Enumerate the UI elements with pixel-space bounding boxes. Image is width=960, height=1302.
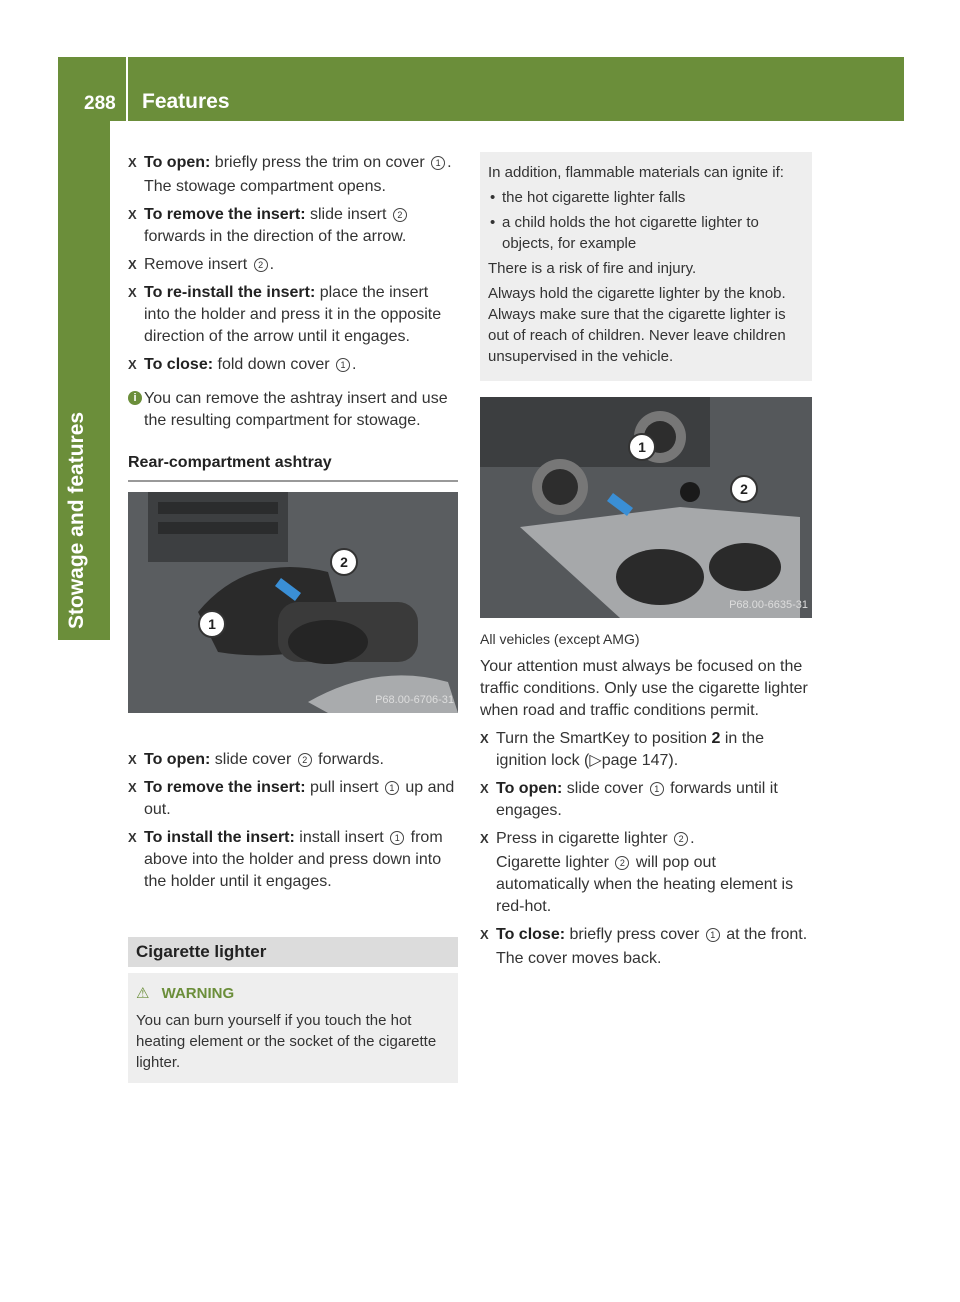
- step-text: slide cover: [562, 780, 648, 797]
- callout-ref: 2: [674, 832, 688, 846]
- step-text: install insert: [294, 829, 389, 846]
- page-number: 288: [84, 93, 116, 114]
- page-title: Features: [142, 90, 230, 113]
- step-text: at the front.: [721, 926, 808, 943]
- step-arrow-icon: X: [128, 285, 137, 300]
- step-item: [128, 282, 458, 348]
- step-text: will pop out automatically when the heating element is red-hot.: [496, 854, 794, 915]
- warning-text: You can burn yourself if you touch the hot heating element or the socket of the cigarette lighter.: [136, 1012, 437, 1071]
- step-item: [128, 152, 458, 198]
- ashtray-illustration: [128, 492, 458, 713]
- step-text: pull insert: [305, 779, 383, 796]
- warning-box: [128, 973, 458, 1083]
- step-list-bottom: [128, 749, 458, 893]
- page-header: [58, 57, 904, 121]
- photo-code: P68.00-6635-31: [729, 599, 808, 611]
- lighter-illustration: [480, 397, 812, 618]
- box-bullet: • the hot cigarette lighter falls: [488, 187, 804, 208]
- step-text: slide cover: [210, 751, 296, 768]
- step-item: [128, 354, 458, 376]
- header-divider: [126, 57, 128, 121]
- cigarette-lighter-title: Cigarette lighter: [128, 937, 458, 967]
- box-bullet: • a child holds the hot cigarette lighter to objects, for example: [488, 212, 804, 254]
- step-text: .: [690, 830, 695, 847]
- step-item: [128, 777, 458, 821]
- step-text: .: [352, 356, 357, 373]
- step-text: forwards in the direction of the arrow.: [144, 228, 407, 245]
- step-label: To close:: [496, 926, 566, 943]
- step-list-top: [128, 152, 458, 376]
- attention-paragraph: Your attention must always be focused on the traffic conditions. Only use the cigarette lighter when road and traffic conditions permit.: [480, 658, 808, 719]
- step-arrow-icon: X: [128, 780, 137, 795]
- callout-ref: 2: [254, 258, 268, 272]
- step-label: To re-install the insert:: [144, 284, 316, 301]
- step-label: To remove the insert:: [144, 779, 306, 796]
- callout-ref: 1: [336, 358, 350, 372]
- warning-triangle-icon: ⚠: [136, 985, 150, 1002]
- step-arrow-icon: X: [128, 357, 137, 372]
- info-note-text: You can remove the ashtray insert and use the resulting compartment for stowage.: [144, 390, 448, 429]
- step-label: To open:: [144, 154, 211, 171]
- callout-ref: 1: [650, 782, 664, 796]
- box-paragraph: Always hold the cigarette lighter by the knob. Always make sure that the cigarette lighter is out of reach of children. Never leave children unsupervised in the vehicle.: [488, 285, 786, 365]
- step-item: [128, 827, 458, 893]
- chapter-tab: [58, 121, 110, 640]
- step-arrow-icon: X: [128, 257, 137, 272]
- step-text: briefly press the trim on cover: [210, 154, 430, 171]
- box-paragraph: There is a risk of fire and injury.: [488, 260, 697, 277]
- step-smartkey: [480, 728, 812, 772]
- info-icon: i: [128, 391, 142, 405]
- callout-ref: 2: [393, 208, 407, 222]
- left-column: [128, 152, 458, 1083]
- callout-2: 2: [330, 548, 358, 576]
- step-result: The stowage compartment opens.: [144, 178, 386, 195]
- step-arrow-icon: X: [480, 927, 489, 942]
- step-label: To open:: [144, 751, 211, 768]
- step-list-right: [480, 778, 812, 970]
- warning-head: [136, 983, 450, 1004]
- step-text: Press in cigarette lighter: [496, 830, 673, 847]
- callout-ref: 1: [385, 781, 399, 795]
- step-arrow-icon: X: [480, 731, 489, 746]
- step-label: To open:: [496, 780, 563, 797]
- step-text: up and out.: [144, 779, 455, 818]
- step-arrow-icon: X: [128, 207, 137, 222]
- step-item: [480, 924, 812, 970]
- step-label: To remove the insert:: [144, 206, 306, 223]
- step-arrow-icon: X: [480, 781, 489, 796]
- right-column: [480, 152, 812, 976]
- step-text: place the insert into the holder and press it in the opposite direction of the arrow until it engages.: [144, 284, 442, 345]
- step-text: .: [269, 256, 275, 273]
- page-ref-icon: ▷: [589, 752, 602, 769]
- step-text: from above into the holder and press down into the holder until it engages.: [144, 829, 443, 890]
- step-item: [128, 254, 458, 276]
- step-label: To close:: [144, 356, 214, 373]
- step-text: forwards.: [313, 751, 384, 768]
- step-item: [480, 778, 812, 822]
- step-result: The cover moves back.: [496, 950, 662, 967]
- step-text: Turn the SmartKey to position: [496, 730, 712, 747]
- warning-label: WARNING: [161, 985, 235, 1002]
- warning-continued-box: [480, 152, 812, 381]
- step-result: [496, 852, 812, 918]
- step-item: [128, 204, 458, 248]
- box-intro: In addition, flammable materials can ignite if:: [488, 164, 784, 181]
- callout-ref: 1: [390, 831, 404, 845]
- step-text: forwards until it engages.: [496, 780, 778, 819]
- page-ref[interactable]: page 147).: [601, 752, 679, 769]
- callout-ref: 2: [298, 753, 312, 767]
- lighter-photo: [480, 397, 812, 618]
- step-arrow-icon: X: [480, 831, 489, 846]
- step-item: [128, 749, 458, 771]
- step-arrow-icon: X: [128, 752, 137, 767]
- photo-code: P68.00-6706-31: [375, 694, 454, 706]
- section-title: Rear-compartment ashtray: [128, 452, 458, 482]
- callout-1: 1: [198, 610, 226, 638]
- step-text: fold down cover: [213, 356, 334, 373]
- step-arrow-icon: X: [128, 155, 137, 170]
- callout-ref: 2: [615, 856, 629, 870]
- callout-1: 1: [628, 433, 656, 461]
- photo-caption: All vehicles (except AMG): [480, 631, 640, 647]
- step-text: Cigarette lighter: [496, 854, 614, 871]
- step-text: .: [447, 154, 452, 171]
- callout-ref: 1: [706, 928, 720, 942]
- info-note: [128, 388, 458, 432]
- step-item: [480, 828, 812, 918]
- step-text: briefly press cover: [565, 926, 704, 943]
- callout-ref: 1: [431, 156, 445, 170]
- callout-2: 2: [730, 475, 758, 503]
- step-arrow-icon: X: [128, 830, 137, 845]
- step-text: in the ignition lock (: [496, 730, 765, 769]
- ashtray-photo: [128, 492, 458, 713]
- position-number: 2: [711, 730, 721, 747]
- step-label: To install the insert:: [144, 829, 295, 846]
- step-text: Remove insert: [144, 256, 252, 273]
- chapter-label: Stowage and features: [65, 411, 88, 629]
- step-text: slide insert: [305, 206, 391, 223]
